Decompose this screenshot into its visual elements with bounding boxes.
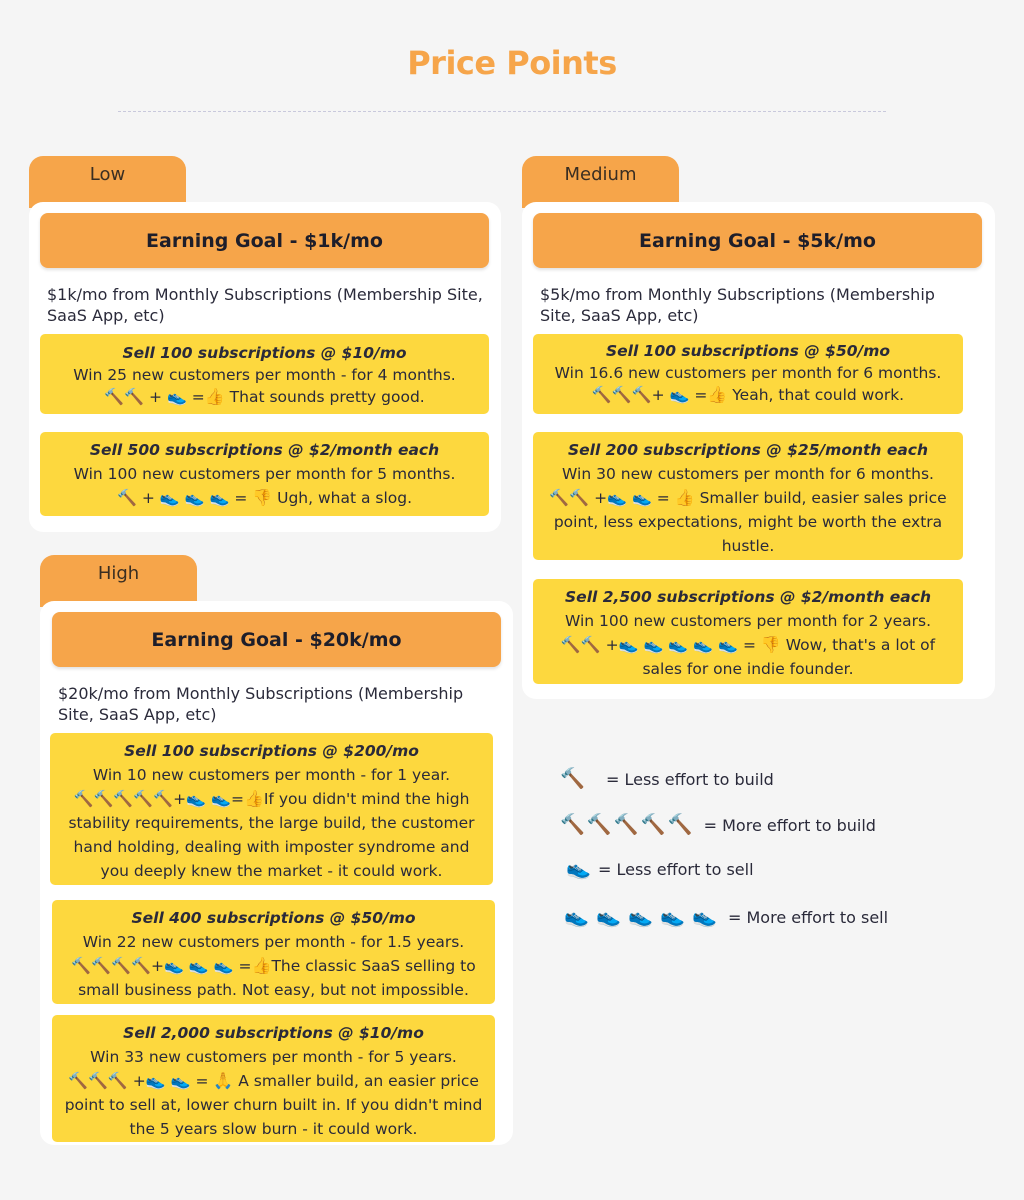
shoe-icon: 👟 bbox=[566, 856, 591, 880]
hammer-icon: 🔨 bbox=[549, 488, 570, 507]
hammer-icon: 🔨 bbox=[107, 1071, 128, 1090]
high-goal-title: Earning Goal - $20k/mo bbox=[151, 628, 402, 651]
shoe-icon: 👟 bbox=[692, 904, 717, 928]
hammer-icon: 🔨 bbox=[580, 635, 601, 654]
hammer-icon: 🔨 bbox=[73, 789, 94, 808]
shoe-icon: 👟 bbox=[213, 956, 234, 975]
thumbs-up-icon: 👍 bbox=[204, 387, 225, 406]
shoe-icon: 👟 bbox=[669, 385, 690, 404]
thumbs-down-icon: 👎 bbox=[252, 488, 273, 507]
low-goal-banner bbox=[40, 213, 489, 268]
low-option-2: Sell 500 subscriptions @ $2/month each Win 100 new customers per month for 5 months. 🔨 + 👟 👟 👟 = 👎 Ugh, what a slog. bbox=[40, 432, 489, 516]
shoe-icon: 👟 bbox=[145, 1071, 166, 1090]
thumbs-up-icon: 👍 bbox=[674, 488, 695, 507]
shoe-icon: 👟 bbox=[564, 904, 589, 928]
shoe-icon: 👟 bbox=[668, 635, 689, 654]
medium-goal-banner bbox=[533, 213, 982, 268]
tab-high-label: High bbox=[97, 563, 140, 584]
shoe-icon: 👟 bbox=[170, 1071, 191, 1090]
shoe-icon: 👟 bbox=[718, 635, 739, 654]
legend-more-sell bbox=[564, 906, 888, 927]
option-heading: Sell 200 subscriptions @ $25/month each bbox=[567, 441, 929, 459]
hammer-icon: 🔨 bbox=[68, 1071, 88, 1090]
tab-low-label: Low bbox=[89, 164, 126, 185]
option-line: Win 100 new customers per month for 5 months. bbox=[73, 465, 456, 483]
hammer-icon: 🔨 bbox=[91, 956, 112, 975]
hammer-icon: 🔨 bbox=[560, 766, 585, 790]
option-heading: Sell 100 subscriptions @ $50/mo bbox=[605, 342, 890, 360]
shoe-icon: 👟 bbox=[618, 635, 639, 654]
high-description: $20k/mo from Monthly Subscriptions (Membership Site, SaaS App, etc) bbox=[58, 684, 464, 724]
option-verdict: Wow, that's a lot of sales for one indie founder. bbox=[642, 636, 936, 678]
tab-medium-label: Medium bbox=[564, 164, 637, 185]
option-verdict: That sounds pretty good. bbox=[229, 388, 425, 406]
hammer-icon: 🔨 bbox=[131, 956, 151, 975]
hammer-icon: 🔨 bbox=[591, 385, 612, 404]
low-goal-title: Earning Goal - $1k/mo bbox=[146, 229, 383, 252]
option-verdict: The classic SaaS selling to small business path. Not easy, but not impossible. bbox=[78, 957, 476, 999]
option-line: Win 25 new customers per month - for 4 months. bbox=[73, 366, 456, 384]
option-heading: Sell 2,500 subscriptions @ $2/month each bbox=[565, 588, 931, 606]
hammer-icon: 🔨 bbox=[93, 789, 114, 808]
thumbs-up-icon: 👍 bbox=[707, 385, 728, 404]
shoe-icon: 👟 bbox=[163, 956, 184, 975]
high-option-3: Sell 2,000 subscriptions @ $10/mo Win 33 new customers per month - for 5 years. 🔨🔨🔨 +👟 👟 = 🙏 A smaller build, an easier price point to sell at, lower churn built in. If you didn't mind the 5 years slow burn - it could work. bbox=[52, 1015, 495, 1142]
hammer-icon: 🔨 bbox=[113, 789, 134, 808]
hammer-icon: 🔨 bbox=[611, 385, 632, 404]
medium-option-2: Sell 200 subscriptions @ $25/month each Win 30 new customers per month for 6 months. 🔨🔨 +👟 👟 = 👍 Smaller build, easier sales price point, less expectations, might be worth the extra hustle. bbox=[533, 432, 963, 560]
pray-icon: 🙏 bbox=[213, 1071, 234, 1090]
hammer-icon: 🔨 bbox=[104, 387, 125, 406]
low-option-1: Sell 100 subscriptions @ $10/mo Win 25 new customers per month - for 4 months. 🔨🔨 + 👟 =👍 That sounds pretty good. bbox=[40, 334, 489, 414]
hammer-icon: 🔨 bbox=[667, 812, 693, 836]
high-option-2: Sell 400 subscriptions @ $50/mo Win 22 new customers per month - for 1.5 years. 🔨🔨🔨🔨+👟 👟 👟 =👍The classic SaaS selling to small business path. Not easy, but not impossible. bbox=[52, 900, 495, 1004]
legend-more-build-label: = More effort to build bbox=[703, 816, 876, 835]
tab-high bbox=[40, 555, 197, 607]
option-line: Win 16.6 new customers per month for 6 months. bbox=[554, 364, 942, 382]
hammer-icon: 🔨 bbox=[87, 1071, 108, 1090]
medium-goal-title: Earning Goal - $5k/mo bbox=[639, 229, 876, 252]
option-heading: Sell 100 subscriptions @ $10/mo bbox=[122, 344, 407, 362]
legend-more-build bbox=[560, 814, 876, 835]
shoe-icon: 👟 bbox=[631, 488, 652, 507]
high-option-1: Sell 100 subscriptions @ $200/mo Win 10 new customers per month - for 1 year. 🔨🔨🔨🔨🔨+👟 👟=👍If you didn't mind the high stability requirements, the large build, the customer hand holding, dealing with imposter syndrome and you deeply knew the market - it could work. bbox=[50, 733, 493, 885]
option-line: Win 22 new customers per month - for 1.5 years. bbox=[82, 933, 465, 951]
hammer-icon: 🔨 bbox=[631, 385, 652, 404]
option-heading: Sell 100 subscriptions @ $200/mo bbox=[124, 742, 419, 760]
thumbs-down-icon: 👎 bbox=[760, 635, 781, 654]
shoe-icon: 👟 bbox=[211, 789, 231, 808]
legend-more-sell-label: = More effort to sell bbox=[728, 908, 889, 927]
legend-less-sell-label: = Less effort to sell bbox=[598, 860, 754, 879]
option-heading: Sell 400 subscriptions @ $50/mo bbox=[131, 909, 416, 927]
option-verdict: A smaller build, an easier price point to sell at, lower churn built in. If you didn't mind the 5 years slow burn - it could work. bbox=[64, 1072, 483, 1138]
medium-option-1: Sell 100 subscriptions @ $50/mo Win 16.6 new customers per month for 6 months. 🔨🔨🔨+ 👟 =👍 Yeah, that could work. bbox=[533, 334, 963, 414]
shoe-icon: 👟 bbox=[186, 789, 207, 808]
hammer-icon: 🔨 bbox=[153, 789, 174, 808]
low-description: $1k/mo from Monthly Subscriptions (Membership Site, SaaS App, etc) bbox=[47, 285, 483, 325]
shoe-icon: 👟 bbox=[643, 635, 664, 654]
shoe-icon: 👟 bbox=[660, 904, 685, 928]
option-line: Win 33 new customers per month - for 5 years. bbox=[90, 1048, 457, 1066]
shoe-icon: 👟 bbox=[166, 387, 187, 406]
hammer-icon: 🔨 bbox=[133, 789, 154, 808]
hammer-icon: 🔨 bbox=[560, 812, 585, 836]
thumbs-up-icon: 👍 bbox=[243, 789, 264, 808]
option-line: Win 30 new customers per month for 6 months. bbox=[562, 465, 934, 483]
shoe-icon: 👟 bbox=[188, 956, 209, 975]
medium-option-3: Sell 2,500 subscriptions @ $2/month each Win 100 new customers per month for 2 years. 🔨🔨 +👟 👟 👟 👟 👟 = 👎 Wow, that's a lot of sales for one indie founder. bbox=[533, 579, 963, 684]
shoe-icon: 👟 bbox=[693, 635, 714, 654]
hammer-icon: 🔨 bbox=[111, 956, 132, 975]
legend-less-build-label: = Less effort to build bbox=[606, 770, 774, 789]
medium-description: $5k/mo from Monthly Subscriptions (Membership Site, SaaS App, etc) bbox=[540, 285, 935, 325]
option-heading: Sell 2,000 subscriptions @ $10/mo bbox=[123, 1024, 424, 1042]
hammer-icon: 🔨 bbox=[124, 387, 145, 406]
option-verdict: Yeah, that could work. bbox=[732, 386, 905, 404]
page-title: Price Points bbox=[407, 44, 617, 82]
legend-less-build bbox=[560, 768, 774, 789]
option-verdict: If you didn't mind the high stability requirements, the large build, the customer hand holding, dealing with imposter syndrome and you deeply knew the market - it could work. bbox=[68, 790, 475, 880]
shoe-icon: 👟 bbox=[184, 488, 205, 507]
shoe-icon: 👟 bbox=[628, 904, 653, 928]
tab-low bbox=[29, 156, 186, 208]
shoe-icon: 👟 bbox=[596, 904, 621, 928]
option-verdict: Smaller build, easier sales price point, less expectations, might be worth the extra hustle. bbox=[553, 489, 947, 555]
option-heading: Sell 500 subscriptions @ $2/month each bbox=[89, 441, 440, 459]
hammer-icon: 🔨 bbox=[116, 488, 137, 507]
thumbs-up-icon: 👍 bbox=[251, 956, 272, 975]
hammer-icon: 🔨 bbox=[586, 812, 612, 836]
option-verdict: Ugh, what a slog. bbox=[277, 489, 413, 507]
option-line: Win 10 new customers per month - for 1 year. bbox=[92, 766, 451, 784]
hammer-icon: 🔨 bbox=[560, 635, 581, 654]
shoe-icon: 👟 bbox=[159, 488, 180, 507]
shoe-icon: 👟 bbox=[209, 488, 230, 507]
hammer-icon: 🔨 bbox=[569, 488, 590, 507]
high-goal-banner bbox=[52, 612, 501, 667]
option-line: Win 100 new customers per month for 2 years. bbox=[564, 612, 932, 630]
hammer-icon: 🔨 bbox=[613, 812, 639, 836]
tab-medium bbox=[522, 156, 679, 208]
shoe-icon: 👟 bbox=[607, 488, 627, 507]
hammer-icon: 🔨 bbox=[71, 956, 92, 975]
title-divider bbox=[118, 111, 886, 112]
hammer-icon: 🔨 bbox=[640, 812, 666, 836]
legend-less-sell bbox=[566, 858, 754, 879]
